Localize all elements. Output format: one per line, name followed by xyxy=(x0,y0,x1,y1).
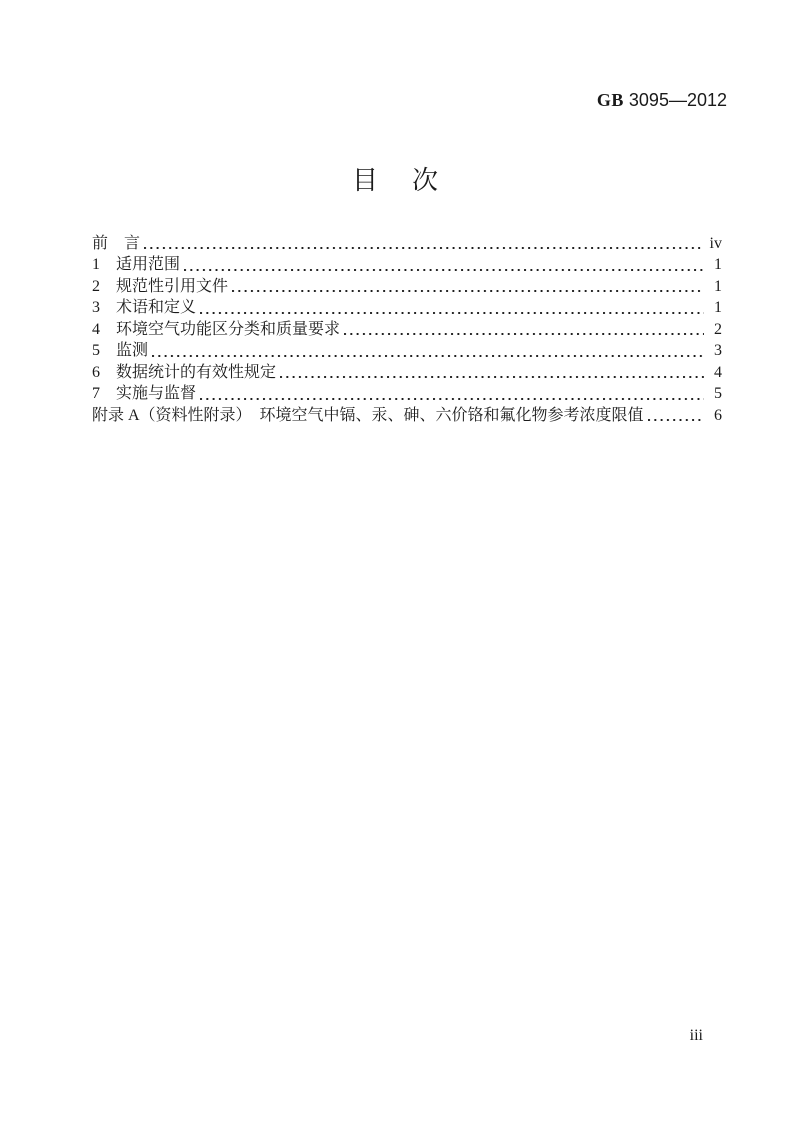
toc-entry-page: 3 xyxy=(714,342,722,360)
toc-entry-label: 前 言 xyxy=(92,235,141,252)
page-title: 目 次 xyxy=(351,165,442,195)
toc-entry-page: 6 xyxy=(714,406,722,424)
standard-code xyxy=(597,88,727,112)
toc-entry-page: 4 xyxy=(714,363,722,381)
toc-dot-leader xyxy=(648,419,704,421)
toc-dot-leader xyxy=(200,398,704,400)
toc-entry-label: 7 实施与监督 xyxy=(92,385,197,403)
toc-entry-page: 1 xyxy=(714,299,722,317)
toc-entry-label: 4 环境空气功能区分类和质量要求 xyxy=(92,320,341,338)
toc-dot-leader xyxy=(184,269,704,271)
toc-dot-leader xyxy=(144,247,704,249)
toc-entry-page: 1 xyxy=(714,277,722,295)
toc-row-appendix-a xyxy=(92,405,722,426)
toc-entry-label: 2 规范性引用文件 xyxy=(92,277,229,295)
toc-row-data-validity xyxy=(92,362,722,383)
toc-row-scope xyxy=(92,254,722,275)
toc-row-terms-definitions xyxy=(92,297,722,318)
standard-code-number: 3095—2012 xyxy=(628,90,727,110)
toc-entry-page: iv xyxy=(709,235,722,252)
toc-dot-leader xyxy=(232,290,704,292)
toc-dot-leader xyxy=(152,355,704,357)
toc-entry-label: 1 适用范围 xyxy=(92,256,181,274)
standard-code-prefix: GB xyxy=(596,90,624,110)
toc-dot-leader xyxy=(200,312,704,314)
toc-dot-leader xyxy=(280,376,704,378)
toc-row-monitoring xyxy=(92,340,722,361)
toc-row-normative-references xyxy=(92,276,722,297)
toc-entry-label: 5 监测 xyxy=(92,342,149,360)
toc-entry-page: 5 xyxy=(714,385,722,403)
table-of-contents xyxy=(92,233,722,426)
toc-row-foreword xyxy=(92,233,722,254)
toc-row-implementation-supervision xyxy=(92,383,722,404)
page-number: iii xyxy=(689,1027,703,1044)
toc-entry-label: 附录 A（资料性附录） 环境空气中镉、汞、砷、六价铬和氟化物参考浓度限值 xyxy=(92,406,644,424)
toc-entry-page: 2 xyxy=(714,320,722,338)
toc-entry-label: 6 数据统计的有效性规定 xyxy=(92,363,277,381)
toc-entry-page: 1 xyxy=(714,256,722,274)
toc-row-function-zones-requirements xyxy=(92,319,722,340)
toc-entry-label: 3 术语和定义 xyxy=(92,299,197,317)
toc-dot-leader xyxy=(344,333,704,335)
